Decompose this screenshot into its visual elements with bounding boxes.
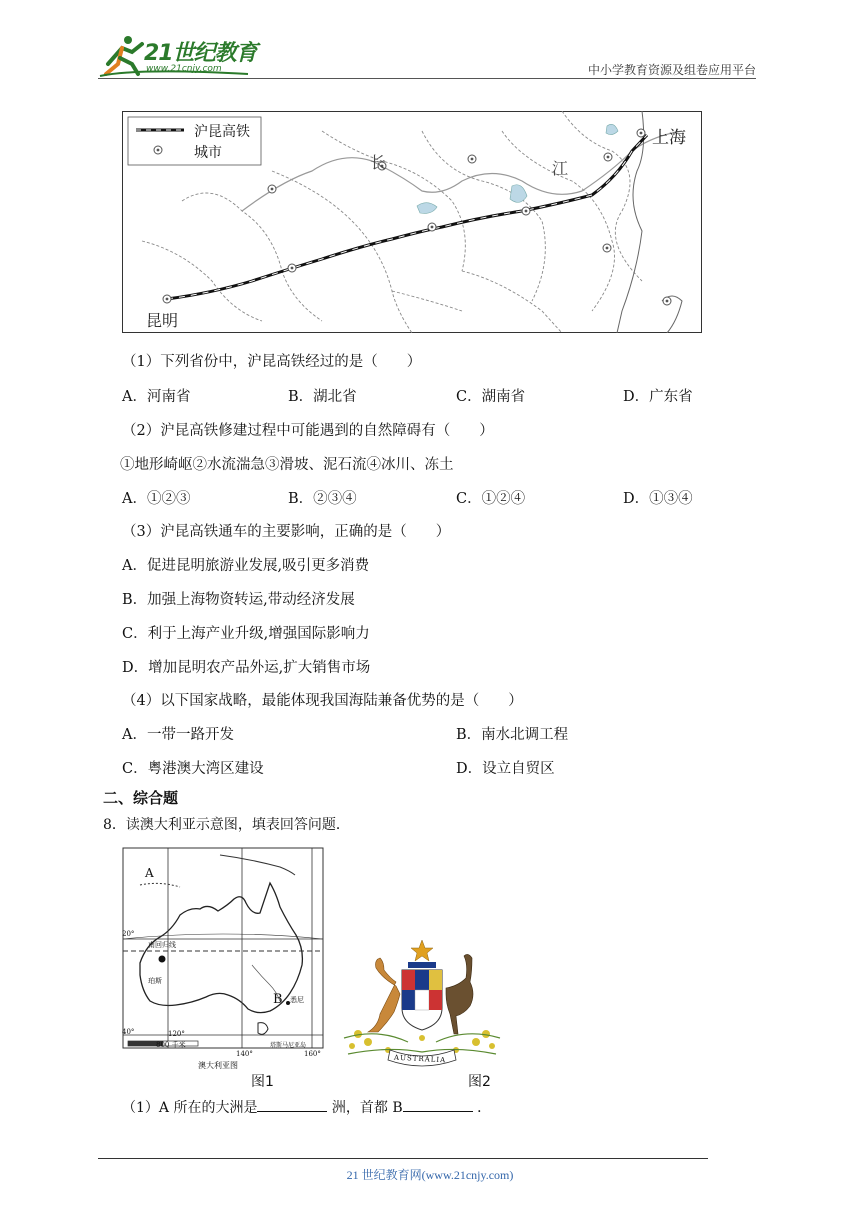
map2-tasmania: 塔斯马尼亚岛 [270,1042,307,1049]
q8-stem: 8．读澳大利亚示意图，填表回答问题． [103,817,350,833]
q3-option-c[interactable]: C．利于上海产业升级,增强国际影响力 [122,626,370,642]
q2-option-a[interactable]: A．①②③ [122,491,191,507]
q3-option-b[interactable]: B．加强上海物资转运,带动经济发展 [122,592,355,608]
q8-part1 [122,1097,491,1118]
map2-lon160: 160° [304,1050,321,1058]
map2-lat20: 20° [122,930,135,938]
australia-coat-of-arms-icon [338,938,506,1070]
map-label-jiang: 江 [552,159,569,178]
map2-lon140: 140° [236,1050,253,1058]
logo-text: 21世纪教育 [144,41,257,66]
q4-option-b[interactable]: B．南水北调工程 [456,727,569,743]
map-label-shanghai: 上海 [652,128,686,148]
q3-option-d[interactable]: D．增加昆明农产品外运,扩大销售市场 [122,660,371,676]
map-label-chang: 长 [370,153,387,172]
map2-perth: 珀斯 [148,977,162,985]
map2-tropic: 南回归线 [148,941,176,949]
q4-option-c[interactable]: C．粤港澳大湾区建设 [122,761,264,777]
q3-option-a[interactable]: A．促进昆明旅游业发展,吸引更多消费 [122,558,370,574]
map2-scale: 800 千米 [156,1041,186,1049]
figure-1-caption: 图1 [251,1074,274,1090]
figure-2-caption: 图2 [468,1074,491,1090]
q1-option-c[interactable]: C．湖南省 [456,389,526,405]
q3-stem: （3）沪昆高铁通车的主要影响，正确的是（ ） [122,524,451,540]
capital-answer-blank[interactable] [403,1097,473,1112]
logo-url: www.21cnjy.com [146,64,222,74]
map2-lat40: 40° [122,1028,135,1036]
q1-option-d[interactable]: D．广东省 [623,389,693,405]
q1-stem: （1）下列省份中，沪昆高铁经过的是（ ） [122,354,422,370]
q2-option-b[interactable]: B．②③④ [288,491,357,507]
q2-option-c[interactable]: C．①②④ [456,491,526,507]
map2-lon120: 120° [168,1030,185,1038]
map2-label-b: B [273,992,283,1007]
header-divider [98,78,756,79]
q2-option-d[interactable]: D．①③④ [623,491,693,507]
map2-title: 澳大利亚图 [198,1061,238,1070]
footer-text[interactable]: 21 世纪教育网(www.21cnjy.com) [346,1168,514,1182]
map-label-kunming: 昆明 [146,311,179,330]
q1-option-b[interactable]: B．湖北省 [288,389,357,405]
map2-label-a: A [145,866,154,880]
section-title: 二、综合题 [103,789,179,807]
legend-railway-label: 沪昆高铁 [194,124,250,140]
legend-city-label: 城市 [194,145,222,161]
continent-answer-blank[interactable] [257,1097,327,1112]
q1-option-a[interactable]: A．河南省 [122,389,191,405]
q2-items: ①地形崎岖②水流湍急③滑坡、泥石流④冰川、冻土 [120,457,454,473]
q4-stem: （4）以下国家战略，最能体现我国海陆兼备优势的是（ ） [122,693,523,709]
emblem-banner-text: AUSTRALIA [393,1053,447,1065]
q8-part1-text-c: ． [477,1100,492,1116]
q4-option-d[interactable]: D．设立自贸区 [456,761,555,777]
q8-part1-text-b: 洲，首都 B [331,1100,403,1116]
q2-stem: （2）沪昆高铁修建过程中可能遇到的自然障碍有（ ） [122,423,494,439]
q4-option-a[interactable]: A．一带一路开发 [122,727,234,743]
map2-sydney: 悉尼 [290,996,304,1004]
q8-part1-text-a: （1）A 所在的大洲是 [122,1100,258,1116]
footer-divider [98,1158,708,1159]
header-platform-text: 中小学教育资源及组卷应用平台 [587,63,756,77]
